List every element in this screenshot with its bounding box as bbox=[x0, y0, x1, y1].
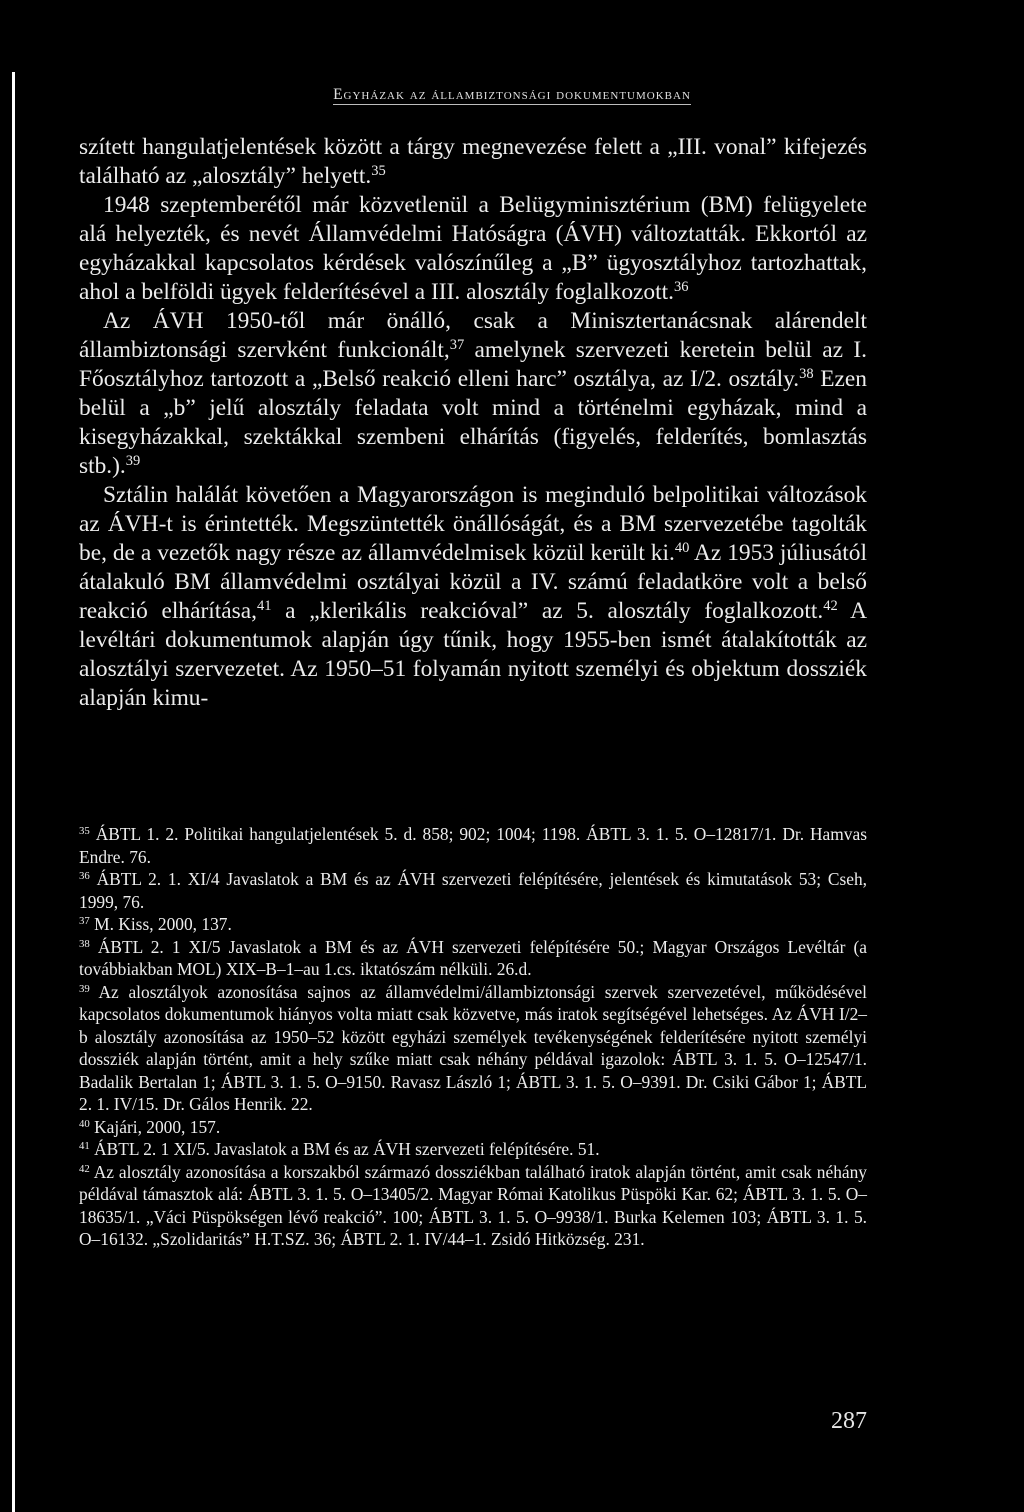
body-text-run: szített hangulatjelentések között a tárgy megnevezése felett a „III. vonal” kifejezés található az „alosztály” helyett. bbox=[79, 134, 867, 189]
body-paragraph bbox=[79, 481, 867, 713]
footnote-reference[interactable]: 38 bbox=[799, 366, 814, 383]
footnote-reference[interactable]: 42 bbox=[823, 598, 838, 615]
footnote-number: 38 bbox=[79, 937, 90, 950]
footnote-reference[interactable]: 41 bbox=[256, 598, 272, 615]
footnote bbox=[79, 936, 867, 981]
running-head-text: Egyházak az állambiztonsági dokumentumokban bbox=[333, 86, 691, 103]
footnote bbox=[79, 913, 867, 936]
footnote-reference[interactable]: 40 bbox=[674, 540, 690, 557]
footnote-text: Kajári, 2000, 157. bbox=[94, 1116, 221, 1137]
footnote-number: 42 bbox=[79, 1162, 90, 1175]
footnote bbox=[79, 1138, 867, 1161]
footnote-text: ÁBTL 2. 1 XI/5. Javaslatok a BM és az ÁVH szervezeti felépítésére. 51. bbox=[94, 1139, 600, 1159]
footnotes bbox=[79, 823, 867, 1251]
body-text-run: a „klerikális reakcióval” az 5. alosztály foglalkozott. bbox=[271, 598, 824, 624]
footnote-number: 41 bbox=[79, 1140, 90, 1153]
footnote-number: 40 bbox=[79, 1117, 90, 1130]
body-paragraph bbox=[79, 307, 867, 481]
body-text-run: Sztálin halálát követően a Magyarországon is meginduló belpolitikai változások az ÁVH-t is érintették. Megszüntették önállóságát, és a BM szervezetébe tagolták be, de a vezetők nagy része az államvédelmisek közül került ki. bbox=[79, 482, 867, 566]
footnote-reference[interactable]: 37 bbox=[449, 337, 465, 354]
footnote-text: ÁBTL 2. 1. XI/4 Javaslatok a BM és az ÁVH szervezeti felépítésére, jelentések és kimutatások 53; Cseh, 1999, 76. bbox=[79, 869, 867, 912]
body-text-run: Ezen belül a „b” jelű alosztály feladata volt mind a történelmi egyházak, mind a kisegyházakkal, szektákkal szembeni elhárítás (figyelés, felderítés, bomlasztás stb.). bbox=[79, 366, 867, 479]
body-paragraph bbox=[79, 191, 867, 307]
body-text-run: 1948 szeptemberétől már közvetlenül a Belügyminisztérium (BM) felügyelete alá helyezték, és nevét Államvédelmi Hatóságra (ÁVH) változtatták. Ekkortól az egyházakkal kapcsolatos kérdések valószínűleg a „B” ügyosztályhoz tartozhattak, ahol a belföldi ügyek felderítésével a III. alosztály foglalkozott. bbox=[79, 192, 867, 305]
footnote-reference[interactable]: 39 bbox=[125, 453, 141, 470]
footnote-text: ÁBTL 2. 1 XI/5 Javaslatok a BM és az ÁVH szervezeti felépítésére 50.; Magyar Országos Levéltár (a továbbiakban MOL) XIX–B–1–au 1.cs. iktatószám nélküli. 26.d. bbox=[79, 936, 867, 979]
body-paragraph bbox=[79, 133, 867, 191]
footnote bbox=[79, 1116, 867, 1139]
footnote-number: 39 bbox=[79, 982, 90, 995]
footnote bbox=[79, 1161, 867, 1251]
body-text-run: Az 1953 júliusától átalakuló BM államvédelmi osztályai közül a IV. számú feladatköre volt a belső reakció elhárítása, bbox=[79, 540, 867, 624]
running-head bbox=[0, 86, 1024, 104]
body-text-run: amelynek szervezeti keretein belül az I. Főosztályhoz tartozott a „Belső reakció elleni harc” osztálya, az I/2. osztály. bbox=[79, 337, 867, 392]
page-number: 287 bbox=[831, 1408, 867, 1434]
footnote-number: 35 bbox=[79, 825, 90, 838]
footnote-text: ÁBTL 1. 2. Politikai hangulatjelentések 5. d. 858; 902; 1004; 1198. ÁBTL 3. 1. 5. O–12817/1. Dr. Hamvas Endre. 76. bbox=[79, 824, 867, 867]
body-text-run: Az ÁVH 1950-től már önálló, csak a Minisztertanácsnak alárendelt állambiztonsági szervként funkcionált, bbox=[79, 308, 867, 363]
footnote-reference[interactable]: 36 bbox=[673, 279, 689, 296]
page-edge-rule bbox=[12, 72, 15, 1512]
footnote-number: 36 bbox=[79, 870, 90, 883]
footnote bbox=[79, 868, 867, 913]
footnote bbox=[79, 981, 867, 1116]
footnote bbox=[79, 823, 867, 868]
body-text bbox=[79, 133, 867, 713]
body-text-run: A levéltári dokumentumok alapján úgy tűnik, hogy 1955-ben ismét átalakították az alosztályi szervezetet. Az 1950–51 folyamán nyitott személyi és objektum dossziék alapján kimu- bbox=[79, 598, 867, 711]
footnote-text: Az alosztály azonosítása a korszakból származó dossziékban található iratok alapján történt, amit csak néhány példával támasztok alá: ÁBTL 3. 1. 5. O–13405/2. Magyar Római Katolikus Püspöki Kar. 62; ÁBTL 3. 1. 5. O–18635/1. „Váci Püspökségen lévő reakció”. 100; ÁBTL 3. 1. 5. O–9938/1. Burka Kelemen 103; ÁBTL 3. 1. 5. O–16132. „Szolidaritás” H.T.SZ. 36; ÁBTL 2. 1. IV/44–1. Zsidó Hitközség. 231. bbox=[79, 1161, 868, 1249]
footnote-number: 37 bbox=[79, 915, 90, 928]
footnote-text: Az alosztályok azonosítása sajnos az államvédelmi/állambiztonsági szervek szervezetével, működésével kapcsolatos dokumentumok hiányos volta miatt csak közvetve, más iratok segítségével lehetséges. Az ÁVH I/2–b alosztály azonosítása az 1950–52 között egyházi személyek tevékenységének felderítésére nyitott személyi dossziék alapján történt, amit a hely szűke miatt csak néhány példával igazolok: ÁBTL 3. 1. 5. O–12547/1. Badalik Bertalan 1; ÁBTL 3. 1. 5. O–9150. Ravasz László 1; ÁBTL 3. 1. 5. O–9391. Dr. Csiki Gábor 1; ÁBTL 2. 1. IV/15. Dr. Gálos Henrik. 22. bbox=[79, 981, 868, 1114]
footnote-reference[interactable]: 35 bbox=[371, 163, 386, 180]
footnote-text: M. Kiss, 2000, 137. bbox=[94, 914, 232, 934]
